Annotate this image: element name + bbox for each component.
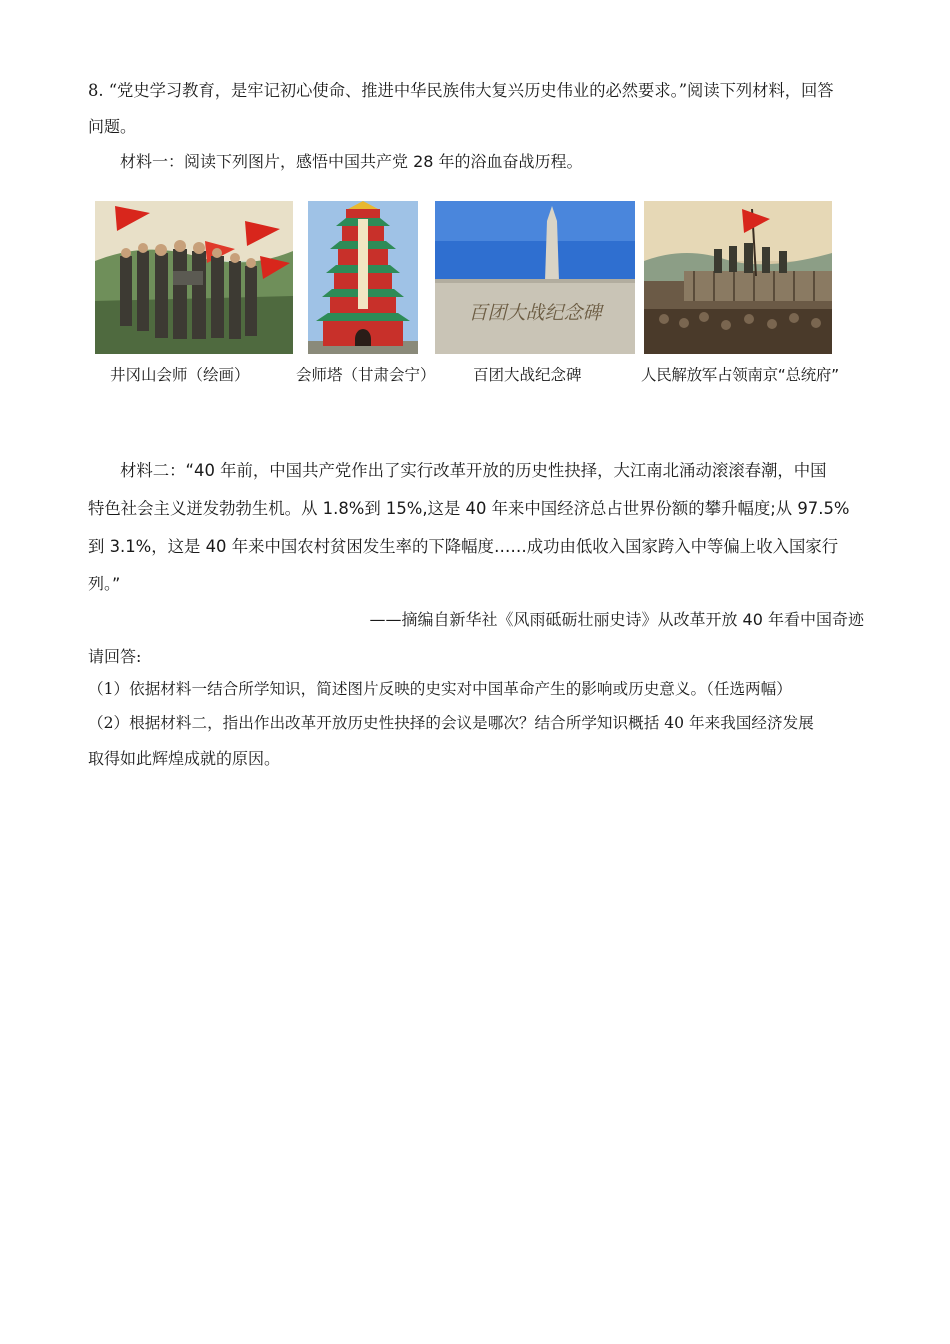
- answer-prompt: 请回答:: [88, 647, 142, 666]
- monument-inscription: 百团大战纪念碑: [468, 302, 602, 324]
- image-caption-nanjing: 人民解放军占领南京“总统府”: [641, 366, 839, 384]
- jinggangshan-painting-image: [95, 201, 293, 354]
- material-two-line: 列。”: [88, 574, 121, 593]
- question-text: 8. “党史学习教育，是牢记初心使命、推进中华民族伟大复兴历史伟业的必然要求。”阅读下列材料，回答: [88, 81, 834, 100]
- subquestion-2-continued: 取得如此辉煌成就的原因。: [88, 749, 281, 768]
- material-two-source: ——摘编自新华社《风雨砥砺壮丽史诗》从改革开放 40 年看中国奇迹: [369, 610, 864, 629]
- huining-tower-image: [308, 201, 418, 354]
- question-text-continued: 问题。: [88, 117, 137, 136]
- material-two-line: 特色社会主义迸发勃勃生机。从 1.8%到 15%,这是 40 年来中国经济总占世界份额的攀升幅度;从 97.5%: [88, 499, 850, 518]
- material-two-line: 材料二：“40 年前，中国共产党作出了实行改革开放的历史性抉择，大江南北涌动滚滚春潮，中国: [120, 461, 827, 480]
- hundred-regiments-monument-image: [435, 201, 635, 354]
- material-one-intro: 材料一：阅读下列图片，感悟中国共产党 28 年的浴血奋战历程。: [120, 152, 583, 171]
- image-caption-jinggangshan: 井冈山会师（绘画）: [110, 366, 250, 384]
- material-two-line: 到 3.1%，这是 40 年来中国农村贫困发生率的下降幅度……成功由低收入国家跨入中等偏上收入国家行: [88, 537, 839, 556]
- nanjing-presidential-palace-image: [644, 201, 832, 354]
- subquestion-1: （1）依据材料一结合所学知识，简述图片反映的史实对中国革命产生的影响或历史意义。（任选两幅）: [88, 680, 792, 698]
- image-caption-huining-tower: 会师塔（甘肃会宁）: [296, 366, 436, 384]
- subquestion-2: （2）根据材料二，指出作出改革开放历史性抉择的会议是哪次？结合所学知识概括 40 年来我国经济发展: [88, 714, 814, 732]
- image-caption-hundred-regiments: 百团大战纪念碑: [473, 366, 582, 384]
